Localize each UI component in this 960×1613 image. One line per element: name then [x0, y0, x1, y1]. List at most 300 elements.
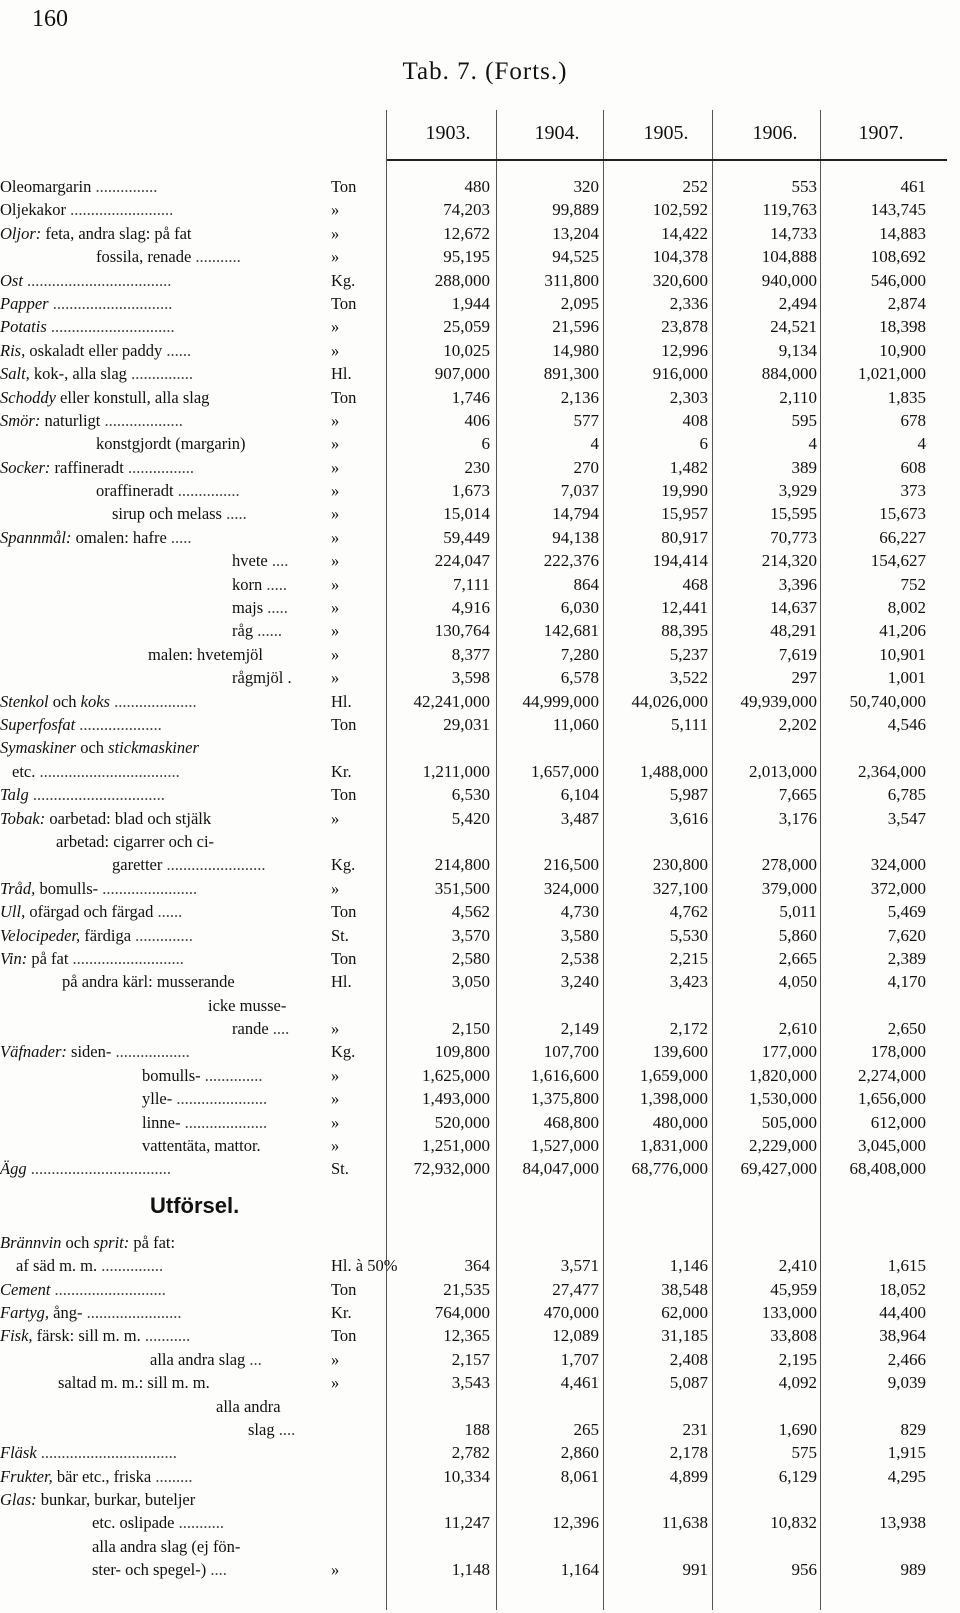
cell-value: 4,170	[887, 972, 926, 992]
table-row	[0, 783, 960, 806]
cell-value: 12,396	[552, 1513, 599, 1533]
cell-value: 13,938	[879, 1513, 926, 1533]
table-row	[0, 596, 960, 619]
cell-value: 95,195	[443, 247, 490, 267]
cell-value: 94,138	[552, 527, 599, 547]
cell-value: 5,011	[779, 902, 817, 922]
cell-value: 6	[699, 434, 708, 454]
cell-value: 577	[573, 410, 599, 430]
table-row	[0, 1278, 960, 1301]
row-unit: Ton	[331, 902, 357, 922]
cell-value: 68,776,000	[631, 1159, 708, 1179]
cell-value: 2,410	[778, 1256, 817, 1276]
cell-value: 24,521	[770, 317, 817, 337]
cell-value: 4,461	[560, 1373, 599, 1393]
cell-value: 133,000	[761, 1302, 817, 1322]
table-row	[0, 456, 960, 479]
cell-value: 2,874	[887, 293, 926, 313]
cell-value: 7,037	[560, 481, 599, 501]
cell-value: 23,878	[661, 317, 708, 337]
row-label: Ägg ..................................	[0, 1159, 171, 1179]
cell-value: 12,996	[661, 340, 708, 360]
table-row	[0, 526, 960, 549]
row-unit: »	[331, 340, 340, 360]
row-unit: »	[331, 1112, 340, 1132]
cell-value: 4,916	[451, 598, 490, 618]
row-unit: »	[331, 223, 340, 243]
cell-value: 891,300	[543, 364, 599, 384]
table-row	[0, 1418, 960, 1441]
row-unit: »	[331, 668, 340, 688]
cell-value: 11,638	[661, 1513, 708, 1533]
row-unit: »	[331, 1373, 340, 1393]
table-row	[0, 807, 960, 830]
row-label: Oleomargarin ...............	[0, 177, 158, 196]
cell-value: 2,650	[887, 1019, 926, 1039]
row-label: Oljor: feta, andra slag: på fat	[0, 223, 192, 243]
row-label: oraffineradt ...............	[96, 481, 240, 501]
row-unit: Kg.	[331, 270, 356, 290]
cell-value: 12,365	[443, 1326, 490, 1346]
row-label: ster- och spegel-) ....	[92, 1560, 227, 1580]
cell-value: 10,334	[443, 1466, 490, 1486]
table-row	[0, 643, 960, 666]
cell-value: 14,733	[770, 223, 817, 243]
cell-value: 252	[682, 177, 708, 196]
cell-value: 99,889	[552, 200, 599, 220]
cell-value: 1,146	[669, 1256, 708, 1276]
table-row	[0, 900, 960, 923]
cell-value: 44,400	[879, 1302, 926, 1322]
cell-value: 1,831,000	[640, 1136, 708, 1156]
row-label: Symaskiner och stickmaskiner	[0, 738, 199, 758]
cell-value: 1,530,000	[749, 1089, 817, 1109]
row-label: på andra kärl: musserande	[62, 972, 235, 992]
cell-value: 12,441	[661, 598, 708, 618]
cell-value: 1,835	[887, 387, 926, 407]
cell-value: 49,939,000	[740, 691, 817, 711]
row-unit: »	[331, 247, 340, 267]
cell-value: 2,110	[779, 387, 817, 407]
row-label: Fartyg, ång- .......................	[0, 1302, 182, 1322]
row-unit: Hl. à 50%	[331, 1256, 398, 1276]
table-row	[0, 924, 960, 947]
row-label: sirup och melass .....	[112, 504, 247, 524]
cell-value: 15,595	[770, 504, 817, 524]
row-label: Fläsk .................................	[0, 1443, 177, 1463]
row-label: Glas: bunkar, burkar, buteljer	[0, 1490, 196, 1510]
cell-value: 104,888	[761, 247, 817, 267]
cell-value: 4,562	[451, 902, 490, 922]
cell-value: 1,915	[887, 1443, 926, 1463]
cell-value: 1,616,600	[531, 1065, 599, 1085]
row-label: rande ....	[232, 1019, 290, 1039]
cell-value: 372,000	[870, 878, 926, 898]
table-title: Tab. 7. (Forts.)	[402, 58, 568, 85]
row-unit: »	[331, 574, 340, 594]
cell-value: 1,944	[451, 293, 490, 313]
cell-value: 102,592	[652, 200, 708, 220]
cell-value: 8,061	[560, 1466, 599, 1486]
row-label: malen: hvetemjöl	[148, 644, 264, 664]
cell-value: 3,571	[560, 1256, 599, 1276]
cell-value: 468,800	[543, 1112, 599, 1132]
cell-value: 864	[573, 574, 599, 594]
row-unit: Kr.	[331, 1302, 352, 1322]
cell-value: 907,000	[434, 364, 490, 384]
cell-value: 1,211,000	[422, 761, 490, 781]
cell-value: 752	[900, 574, 926, 594]
cell-value: 678	[900, 410, 926, 430]
cell-value: 3,522	[669, 668, 708, 688]
table-row	[0, 479, 960, 502]
year-header-row	[0, 122, 960, 148]
cell-value: 608	[900, 457, 926, 477]
row-unit: »	[331, 481, 340, 501]
cell-value: 4,762	[669, 902, 708, 922]
cell-value: 2,538	[560, 948, 599, 968]
cell-value: 7,665	[778, 785, 817, 805]
cell-value: 19,990	[661, 481, 708, 501]
cell-value: 575	[791, 1443, 817, 1463]
row-label: fossila, renade ...........	[96, 247, 241, 267]
table-row	[0, 1535, 960, 1558]
cell-value: 2,150	[451, 1019, 490, 1039]
cell-value: 230,800	[652, 855, 708, 875]
cell-value: 14,637	[770, 598, 817, 618]
table-row	[0, 222, 960, 245]
row-unit: »	[331, 1089, 340, 1109]
cell-value: 194,414	[652, 551, 708, 571]
row-label: Papper .............................	[0, 293, 173, 313]
cell-value: 2,610	[778, 1019, 817, 1039]
cell-value: 4,899	[669, 1466, 708, 1486]
row-unit: »	[331, 410, 340, 430]
row-unit: »	[331, 621, 340, 641]
row-unit: Hl.	[331, 364, 352, 384]
table-body	[0, 175, 960, 1582]
table-row	[0, 1301, 960, 1324]
row-unit: Ton	[331, 177, 357, 196]
row-label: majs .....	[232, 598, 288, 618]
cell-value: 916,000	[652, 364, 708, 384]
row-label: Potatis ..............................	[0, 317, 175, 337]
cell-value: 2,580	[451, 948, 490, 968]
cell-value: 94,525	[552, 247, 599, 267]
row-label: etc. ..................................	[12, 761, 180, 781]
cell-value: 270	[573, 457, 599, 477]
table-row	[0, 853, 960, 876]
row-label: alla andra slag ...	[150, 1349, 262, 1369]
row-label: bomulls- ..............	[142, 1065, 263, 1085]
cell-value: 5,469	[887, 902, 926, 922]
row-unit: Ton	[331, 293, 357, 313]
cell-value: 5,530	[669, 925, 708, 945]
cell-value: 119,763	[762, 200, 817, 220]
cell-value: 389	[791, 457, 817, 477]
cell-value: 3,176	[778, 808, 817, 828]
row-label: af säd m. m. ...............	[16, 1256, 164, 1276]
cell-value: 5,860	[778, 925, 817, 945]
row-unit: »	[331, 644, 340, 664]
cell-value: 44,999,000	[522, 691, 599, 711]
row-label: Schoddy eller konstull, alla slag	[0, 387, 210, 407]
cell-value: 48,291	[770, 621, 817, 641]
table-row	[0, 877, 960, 900]
cell-value: 989	[900, 1560, 926, 1580]
cell-value: 4	[808, 434, 817, 454]
table-row	[0, 386, 960, 409]
row-label: etc. oslipade ...........	[92, 1513, 224, 1533]
section-heading: Utförsel.	[150, 1192, 240, 1218]
cell-value: 2,178	[669, 1443, 708, 1463]
cell-value: 1,488,000	[640, 761, 708, 781]
cell-value: 216,500	[543, 855, 599, 875]
table-row	[0, 1558, 960, 1581]
row-unit: Ton	[331, 948, 357, 968]
cell-value: 4,730	[560, 902, 599, 922]
cell-value: 470,000	[543, 1302, 599, 1322]
table-row	[0, 1157, 960, 1180]
row-unit: »	[331, 317, 340, 337]
row-label: vattentäta, mattor.	[142, 1136, 261, 1156]
cell-value: 104,378	[652, 247, 708, 267]
table-row	[0, 1181, 960, 1231]
cell-value: 6,129	[778, 1466, 817, 1486]
cell-value: 6,578	[560, 668, 599, 688]
cell-value: 3,045,000	[858, 1136, 926, 1156]
cell-value: 1,690	[778, 1419, 817, 1439]
cell-value: 45,959	[770, 1279, 817, 1299]
row-label: Talg ................................	[0, 785, 165, 805]
cell-value: 42,241,000	[413, 691, 490, 711]
cell-value: 7,280	[560, 644, 599, 664]
cell-value: 107,700	[543, 1042, 599, 1062]
cell-value: 546,000	[870, 270, 926, 290]
row-label: arbetad: cigarrer och ci-	[56, 831, 215, 851]
cell-value: 4,546	[887, 714, 926, 734]
row-label: korn .....	[232, 574, 287, 594]
cell-value: 505,000	[761, 1112, 817, 1132]
cell-value: 29,031	[443, 714, 490, 734]
cell-value: 10,025	[443, 340, 490, 360]
cell-value: 18,052	[879, 1279, 926, 1299]
cell-value: 14,794	[552, 504, 599, 524]
table-row	[0, 666, 960, 689]
cell-value: 4	[917, 434, 926, 454]
row-unit: »	[331, 527, 340, 547]
cell-value: 884,000	[761, 364, 817, 384]
cell-value: 2,665	[778, 948, 817, 968]
cell-value: 327,100	[652, 878, 708, 898]
cell-value: 553	[791, 177, 817, 196]
cell-value: 66,227	[879, 527, 926, 547]
cell-value: 461	[900, 177, 926, 196]
row-unit: Hl.	[331, 972, 352, 992]
cell-value: 2,215	[669, 948, 708, 968]
cell-value: 21,535	[443, 1279, 490, 1299]
cell-value: 33,808	[770, 1326, 817, 1346]
cell-value: 1,656,000	[858, 1089, 926, 1109]
cell-value: 142,681	[543, 621, 599, 641]
cell-value: 177,000	[761, 1042, 817, 1062]
table-row	[0, 175, 960, 198]
cell-value: 2,013,000	[749, 761, 817, 781]
table-row	[0, 1371, 960, 1394]
cell-value: 14,422	[661, 223, 708, 243]
table-row	[0, 830, 960, 853]
cell-value: 4	[590, 434, 599, 454]
cell-value: 7,111	[453, 574, 490, 594]
cell-value: 5,987	[669, 785, 708, 805]
row-unit: St.	[331, 1159, 349, 1179]
table-row	[0, 1111, 960, 1134]
cell-value: 2,336	[669, 293, 708, 313]
cell-value: 38,548	[661, 1279, 708, 1299]
table-row	[0, 502, 960, 525]
cell-value: 222,376	[543, 551, 599, 571]
row-unit: Hl.	[331, 691, 352, 711]
cell-value: 12,089	[552, 1326, 599, 1346]
row-unit: Ton	[331, 785, 357, 805]
cell-value: 130,764	[434, 621, 490, 641]
cell-value: 6	[481, 434, 490, 454]
cell-value: 2,095	[560, 293, 599, 313]
row-unit: »	[331, 1560, 340, 1580]
table-row	[0, 549, 960, 572]
table-row	[0, 339, 960, 362]
row-label: Frukter, bär etc., friska .........	[0, 1466, 193, 1486]
cell-value: 10,901	[879, 644, 926, 664]
row-unit: Ton	[331, 387, 357, 407]
cell-value: 70,773	[770, 527, 817, 547]
cell-value: 324,000	[543, 878, 599, 898]
cell-value: 50,740,000	[849, 691, 926, 711]
table-row	[0, 292, 960, 315]
cell-value: 10,900	[879, 340, 926, 360]
table-row	[0, 619, 960, 642]
row-label: Smör: naturligt ...................	[0, 410, 183, 430]
table-row	[0, 362, 960, 385]
cell-value: 9,039	[887, 1373, 926, 1393]
table-row	[0, 1231, 960, 1254]
row-label: Oljekakor .........................	[0, 200, 174, 220]
cell-value: 1,625,000	[422, 1065, 490, 1085]
cell-value: 3,570	[451, 925, 490, 945]
row-unit: »	[331, 551, 340, 571]
cell-value: 3,423	[669, 972, 708, 992]
cell-value: 373	[900, 481, 926, 501]
cell-value: 7,620	[887, 925, 926, 945]
cell-value: 5,420	[451, 808, 490, 828]
row-label: alla andra	[216, 1396, 281, 1416]
header-rule	[387, 159, 947, 161]
cell-value: 480,000	[652, 1112, 708, 1132]
table-row	[0, 1254, 960, 1277]
cell-value: 72,932,000	[413, 1159, 490, 1179]
cell-value: 595	[791, 410, 817, 430]
cell-value: 1,657,000	[531, 761, 599, 781]
cell-value: 1,398,000	[640, 1089, 708, 1109]
cell-value: 278,000	[761, 855, 817, 875]
cell-value: 2,494	[778, 293, 817, 313]
row-label: linne- ....................	[142, 1112, 268, 1132]
cell-value: 80,917	[661, 527, 708, 547]
cell-value: 1,001	[887, 668, 926, 688]
cell-value: 1,673	[451, 481, 490, 501]
cell-value: 1,820,000	[749, 1065, 817, 1085]
table-row	[0, 1017, 960, 1040]
row-label: Superfosfat ....................	[0, 714, 162, 734]
row-label: Ull, ofärgad och färgad ......	[0, 902, 183, 922]
cell-value: 1,164	[560, 1560, 599, 1580]
cell-value: 2,303	[669, 387, 708, 407]
row-label: Fisk, färsk: sill m. m. ...........	[0, 1326, 191, 1346]
cell-value: 7,619	[778, 644, 817, 664]
cell-value: 3,598	[451, 668, 490, 688]
table-row	[0, 994, 960, 1017]
cell-value: 764,000	[434, 1302, 490, 1322]
cell-value: 288,000	[434, 270, 490, 290]
table-row	[0, 1441, 960, 1464]
cell-value: 4,295	[887, 1466, 926, 1486]
row-label: Tobak: oarbetad: blad och stjälk	[0, 808, 212, 828]
cell-value: 2,782	[451, 1443, 490, 1463]
cell-value: 2,860	[560, 1443, 599, 1463]
cell-value: 3,487	[560, 808, 599, 828]
table-row	[0, 1465, 960, 1488]
page-number: 160	[32, 6, 68, 32]
cell-value: 38,964	[879, 1326, 926, 1346]
cell-value: 1,493,000	[422, 1089, 490, 1109]
table-row	[0, 970, 960, 993]
row-unit: St.	[331, 925, 349, 945]
year-header: 1905.	[643, 122, 689, 144]
cell-value: 2,466	[887, 1349, 926, 1369]
cell-value: 2,408	[669, 1349, 708, 1369]
cell-value: 4,092	[778, 1373, 817, 1393]
cell-value: 3,580	[560, 925, 599, 945]
row-unit: »	[331, 1065, 340, 1085]
table-row	[0, 1064, 960, 1087]
table-row	[0, 1087, 960, 1110]
table-row	[0, 1511, 960, 1534]
row-label: Salt, kok-, alla slag ...............	[0, 364, 193, 384]
row-label: Brännvin och sprit: på fat:	[0, 1232, 176, 1252]
cell-value: 2,136	[560, 387, 599, 407]
cell-value: 3,396	[778, 574, 817, 594]
cell-value: 612,000	[870, 1112, 926, 1132]
cell-value: 956	[791, 1560, 817, 1580]
row-label: Spannmål: omalen: hafre .....	[0, 527, 192, 547]
cell-value: 1,021,000	[858, 364, 926, 384]
row-label: saltad m. m.: sill m. m.	[58, 1373, 210, 1393]
table-row	[0, 198, 960, 221]
cell-value: 364	[464, 1256, 490, 1276]
cell-value: 6,030	[560, 598, 599, 618]
table-row	[0, 409, 960, 432]
cell-value: 88,395	[661, 621, 708, 641]
cell-value: 324,000	[870, 855, 926, 875]
cell-value: 6,530	[451, 785, 490, 805]
cell-value: 8,377	[451, 644, 490, 664]
table-row	[0, 690, 960, 713]
year-header: 1906.	[752, 122, 798, 144]
cell-value: 265	[573, 1419, 599, 1439]
cell-value: 2,229,000	[749, 1136, 817, 1156]
table-row	[0, 432, 960, 455]
cell-value: 2,172	[669, 1019, 708, 1039]
